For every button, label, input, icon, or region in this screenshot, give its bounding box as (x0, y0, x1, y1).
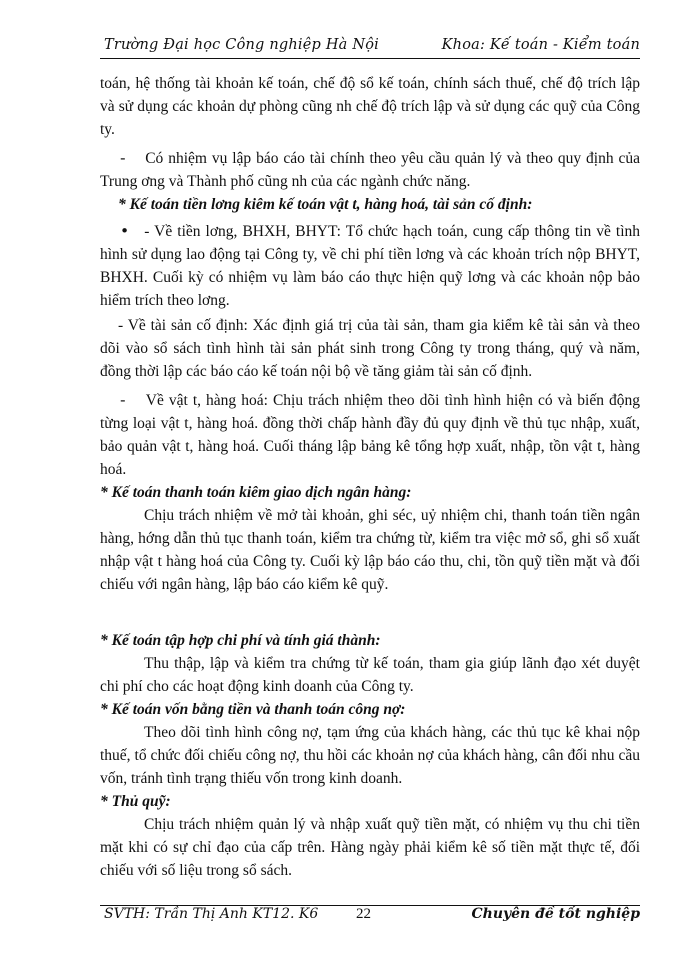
page-header (100, 37, 640, 59)
header-faculty: Khoa: Kế toán - Kiểm toán (441, 37, 640, 53)
paragraph-6: Chịu trách nhiệm về mở tài khoản, ghi séc, uỷ nhiệm chi, thanh toán tiền ngân hàng, hớng dẫn thủ tục thanh toán, kiểm tra chứng từ, kiểm tra việc mở sổ, ghi sổ xuất nhập vật t hàng hoá của Công ty. Cuối kỳ lập báo cáo thu, chi, tồn quỹ tiền mặt và đối chiếu với ngân hàng, lập báo cáo kiểm kê quỹ. (100, 507, 640, 593)
document-body (100, 72, 640, 882)
heading-payroll-accountant: * Kế toán tiền lơng kiêm kế toán vật t, hàng hoá, tài sản cố định: (118, 196, 533, 213)
dash-marker: - (120, 391, 126, 409)
heading-treasurer: * Thủ quỹ: (100, 793, 171, 810)
heading-cost-accountant: * Kế toán tập hợp chi phí và tính giá thành: (100, 632, 381, 649)
paragraph-5-text: Về vật t, hàng hoá: Chịu trách nhiệm theo dõi tình hình hiện có và biến động từng loại vật t, hàng hoá. đồng thời chấp hành đầy đủ quy định về thủ tục nhập, xuất, bảo quản vật t, hàng hoá. Cuối tháng lập bảng kê tổng hợp xuất, nhập, tồn vật t, hàng hoá. (100, 392, 641, 478)
paragraph-8: Theo dõi tình hình công nợ, tạm ứng của khách hàng, các thủ tục kê khai nộp thuế, tổ chức đối chiếu công nợ, thu hồi các khoản nợ của khách hàng, cân đối nhu cầu vốn, tránh tình trạng thiếu vốn trong kinh doanh. (100, 724, 640, 787)
paragraph-2-text: Có nhiệm vụ lập báo cáo tài chính theo yêu cầu quản lý và theo quy định của Trung ơng và Thành phố cũng nh của các ngành chức năng. (100, 150, 640, 190)
page-footer (100, 906, 640, 926)
paragraph-5 (100, 389, 640, 481)
header-rule (100, 58, 640, 59)
paragraph-9: Chịu trách nhiệm quản lý và nhập xuất quỹ tiền mặt, có nhiệm vụ thu chi tiền mặt khi có sự chỉ đạo của cấp trên. Hàng ngày phải kiểm kê số tiền mặt thực tế, đối chiếu với số liệu trong sổ sách. (100, 816, 640, 879)
heading-cash-accountant: * Kế toán vốn bằng tiền và thanh toán công nợ: (100, 701, 406, 718)
paragraph-1: toán, hệ thống tài khoản kế toán, chế độ sổ kế toán, chính sách thuế, chế độ trích lập và sử dụng các khoản dự phòng cũng nh chế độ trích lập và sử dụng các quỹ của Công ty. (100, 75, 640, 138)
paragraph-7: Thu thập, lập và kiểm tra chứng từ kế toán, tham gia giúp lãnh đạo xét duyệt chi phí cho các hoạt động kinh doanh của Công ty. (100, 655, 640, 695)
footer-report-title: Chuyên đề tốt nghiệp (471, 906, 640, 922)
paragraph-3-text: - Về tiền lơng, BHXH, BHYT: Tổ chức hạch toán, cung cấp thông tin về tình hình sử dụng lao động tại Công ty, về chi phí tiền lơng và các khoản trích nộp BHYT, BHXH. Cuối kỳ có nhiệm vụ làm báo cáo thực hiện quỹ lơng và các khoản nộp bảo hiểm trích theo lơng. (100, 223, 640, 309)
paragraph-4: - Về tài sản cố định: Xác định giá trị của tài sản, tham gia kiểm kê tài sản và theo dõi vào sổ sách tình hình tài sản phát sinh trong Công ty trong tháng, quý và năm, đồng thời lập các báo cáo kế toán nội bộ về tăng giảm tài sản cố định. (100, 317, 640, 380)
footer-student: SVTH: Trần Thị Anh KT12. K6 (104, 906, 319, 922)
bullet-marker: • (120, 222, 130, 240)
heading-payment-accountant: * Kế toán thanh toán kiêm giao dịch ngân hàng: (100, 484, 412, 501)
paragraph-2 (100, 147, 640, 193)
page-number: 22 (356, 906, 371, 922)
header-school: Trường Đại học Công nghiệp Hà Nội (104, 37, 379, 53)
paragraph-3 (100, 220, 640, 312)
dash-marker: - (120, 149, 126, 167)
